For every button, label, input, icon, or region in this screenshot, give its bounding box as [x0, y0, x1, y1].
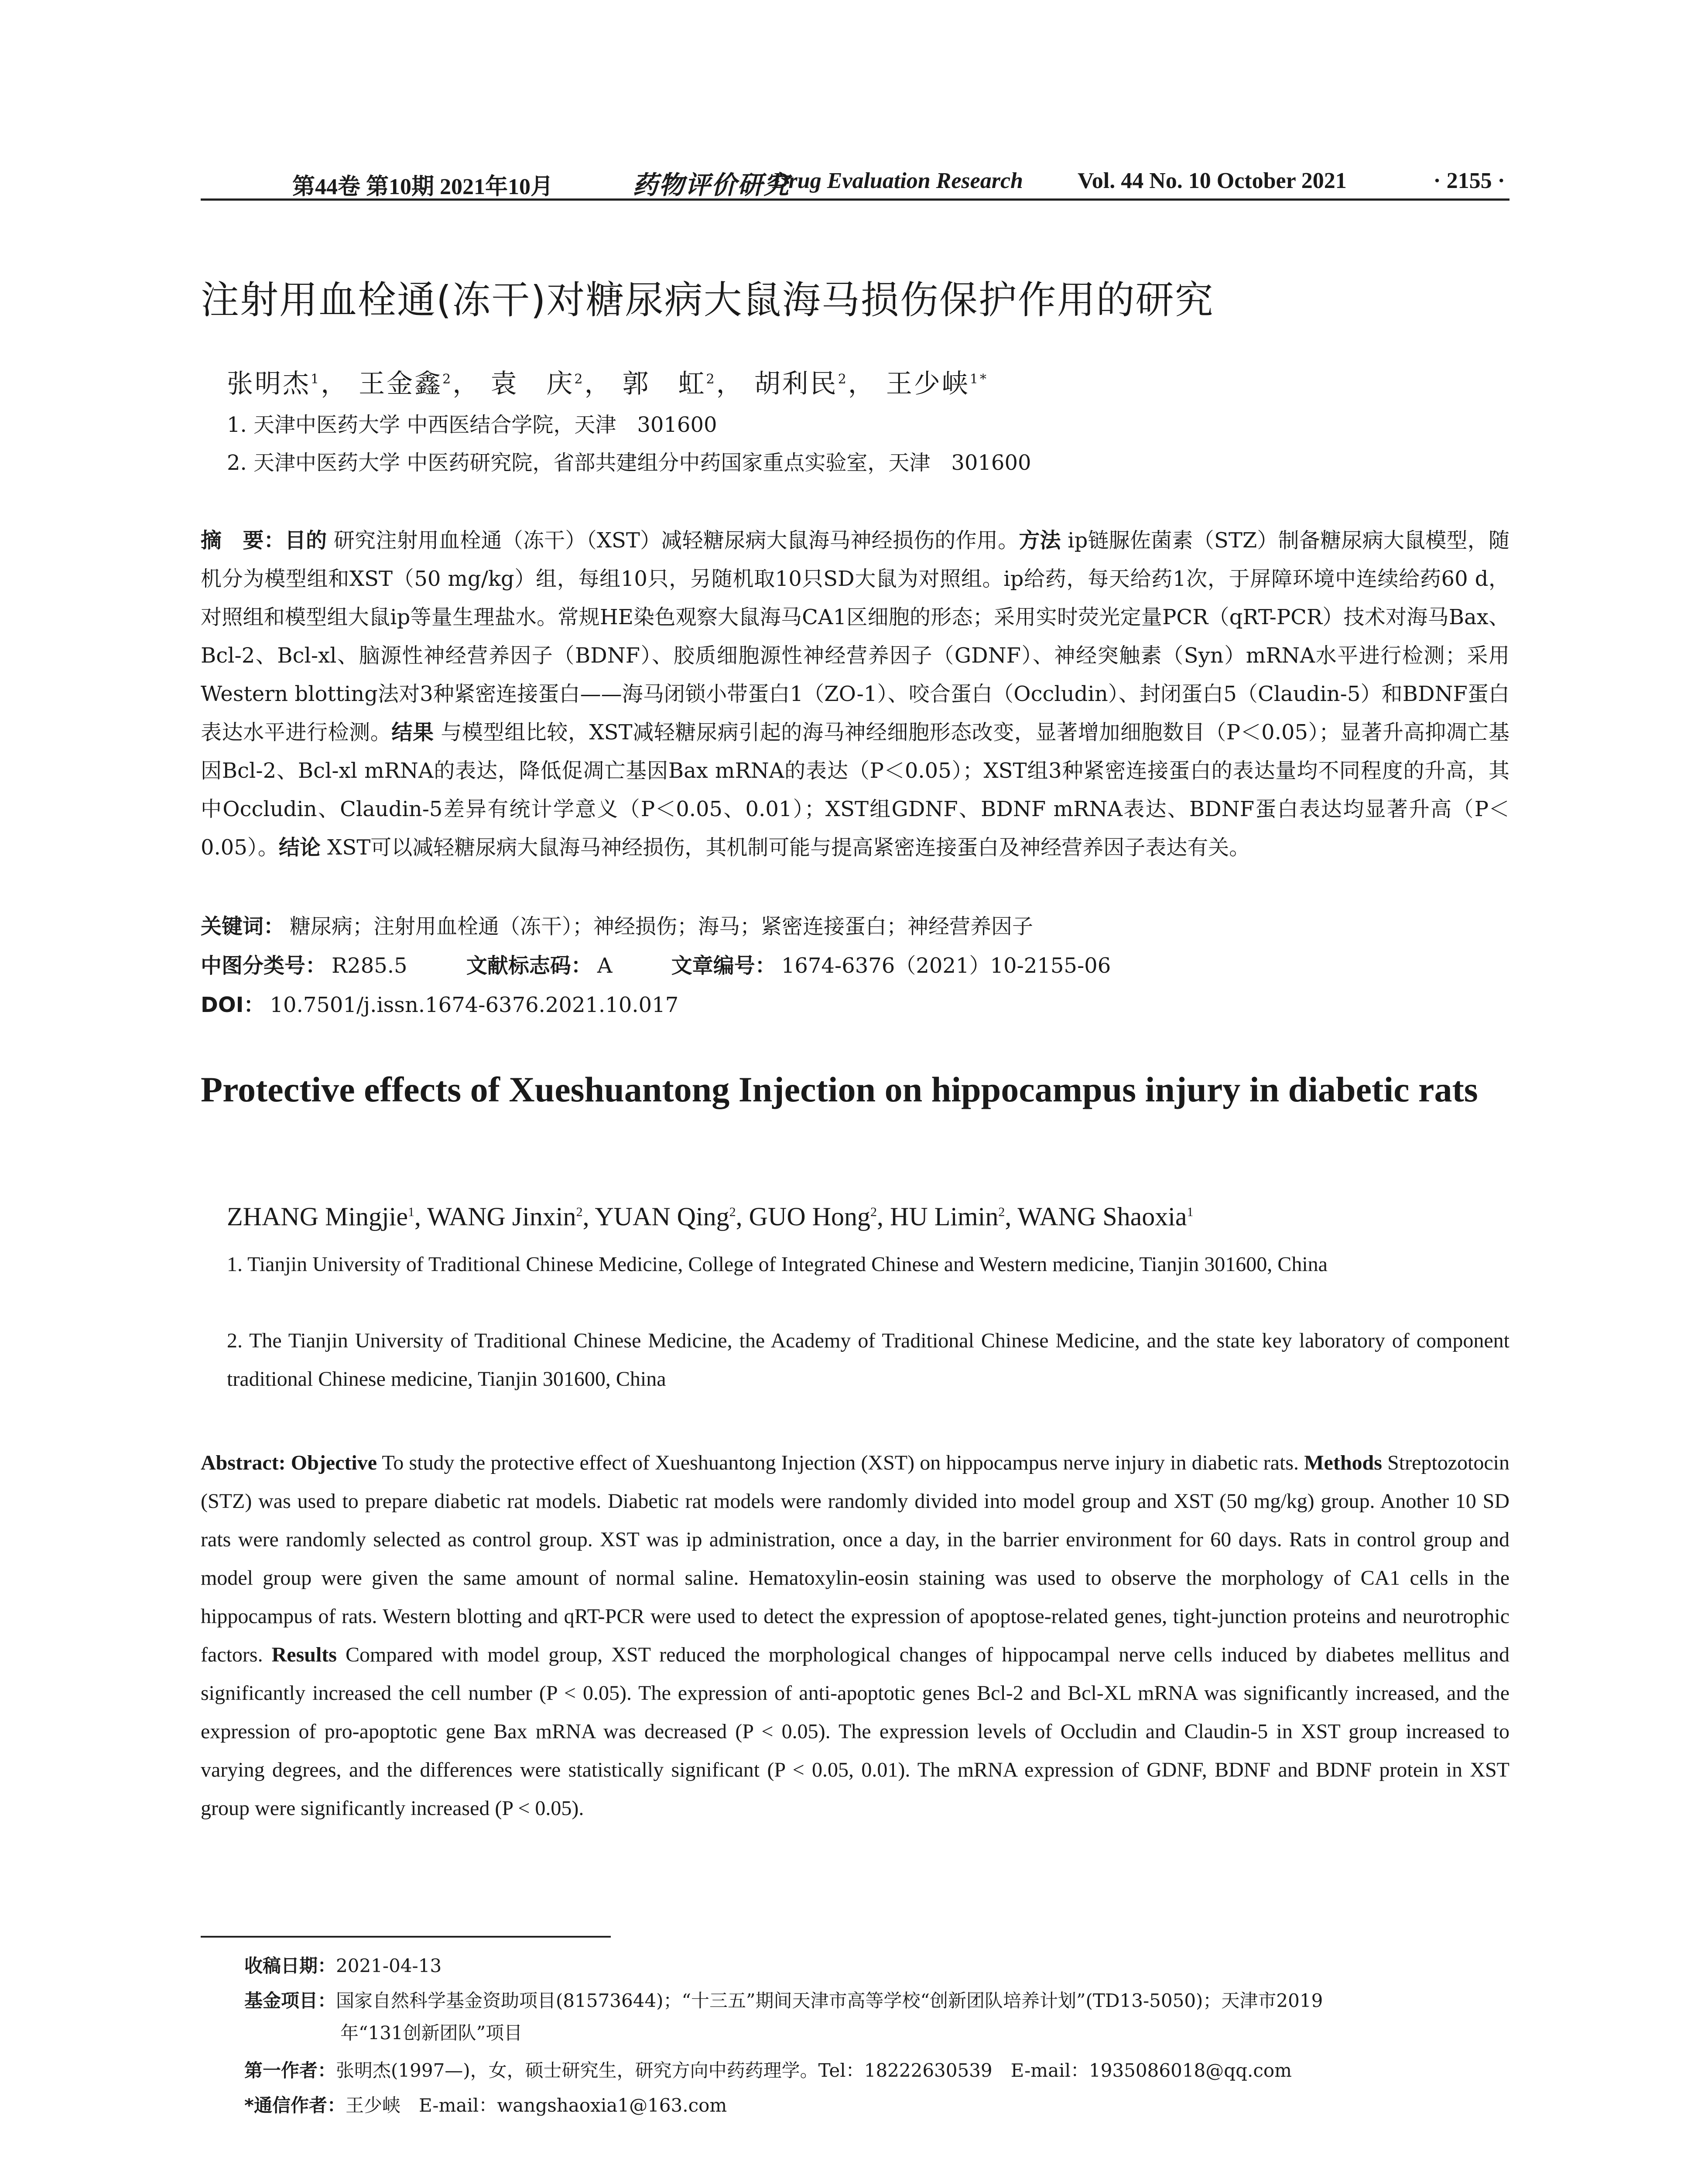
received-label: 收稿日期：: [244, 1955, 336, 1976]
footnote-fund: [244, 1984, 1323, 2018]
en-objective-text: To study the protective effect of Xueshuantong Injection (XST) on hippocampus nerve injury in diabetic rats.: [377, 1451, 1304, 1474]
footnote-corresponding: [244, 2089, 727, 2123]
doi-value: 10.7501/j.issn.1674-6376.2021.10.017: [270, 993, 679, 1017]
cn-conclusion-label: 结论: [278, 835, 321, 860]
cn-abstract: [201, 521, 1509, 867]
author: ZHANG Mingjie: [227, 1202, 408, 1231]
author: 胡利民: [754, 369, 838, 399]
author-affil-mark: 1: [407, 1205, 414, 1219]
cn-conclusion-text: XST可以减轻糖尿病大鼠海马神经损伤，其机制可能与提高紧密连接蛋白及神经营养因子表达有关。: [320, 835, 1250, 860]
clc-label: 中图分类号：: [201, 954, 327, 978]
en-results-label: Results: [271, 1643, 337, 1666]
issue-cn: 第44卷 第10期 2021年10月: [292, 174, 554, 199]
article-no-value: 1674-6376（2021）10-2155-06: [781, 954, 1111, 978]
cn-classification: [201, 949, 1111, 979]
en-affiliation-2: 2. The Tianjin University of Traditional Chinese Medicine, the Academy of Traditional Chinese Medicine, and the state key laboratory of component traditional Chinese medicine, Tianjin 301600, China: [227, 1329, 1509, 1391]
author-affil-mark: 2: [706, 372, 716, 387]
cn-results-label: 结果: [391, 720, 434, 745]
cn-results-text: 与模型组比较，XST减轻糖尿病引起的海马神经细胞形态改变，显著增加细胞数目（P＜0.05）；显著升高抑凋亡基因Bcl-2、Bcl-xl mRNA的表达，降低促凋亡基因Bax mRNA的表达（P＜0.05）；XST组3种紧密连接蛋白的表达量均不同程度的升高，其中Occludin、Claudin-5差异有统计学意义（P＜0.05、0.01）；XST组GDNF、BDNF mRNA表达、BDNF蛋白表达均显著升高（P＜0.05）。: [201, 720, 1509, 860]
journal-logo: 药物评价研究: [633, 170, 790, 200]
fund-label: 基金项目：: [244, 1990, 336, 2011]
cn-authors: 张明杰$^1$， 王金鑫$^2$， 袁 庆$^2$， 郭 虹$^2$， 胡利民$^2$， 王少峡$^{1*}$: [227, 369, 988, 399]
cn-objective-text: 研究注射用血栓通（冻干）（XST）减轻糖尿病大鼠海马神经损伤的作用。: [327, 528, 1019, 553]
author-affil-mark: 1*: [969, 372, 988, 387]
doc-code-value: A: [597, 954, 613, 978]
first-author-label: 第一作者：: [244, 2060, 336, 2081]
author: HU Limin: [890, 1202, 999, 1231]
first-author-text: 张明杰(1997—)，女，硕士研究生，研究方向中药药理学。Tel：18222630539 E-mail：1935086018@qq.com: [336, 2060, 1292, 2081]
footnote-first-author: [244, 2054, 1292, 2088]
footnote-divider: [201, 1936, 611, 1938]
footnote-fund-cont: 年“131创新团队”项目: [340, 2022, 523, 2044]
author-affil-mark: 1: [311, 372, 321, 387]
corresponding-text: 王少峡 E-mail：wangshaoxia1@163.com: [345, 2095, 727, 2116]
doc-code-label: 文献标志码：: [466, 954, 592, 978]
author: YUAN Qing: [595, 1202, 729, 1231]
running-header: [201, 168, 1509, 201]
author-affil-mark: 1: [1187, 1205, 1194, 1219]
author: 袁 庆: [490, 369, 575, 399]
corresponding-label: *通信作者：: [244, 2095, 346, 2116]
en-objective-label: Objective: [291, 1451, 377, 1474]
author-affil-mark: 2: [576, 1205, 583, 1219]
cn-affiliation-2: 2. 天津中医药大学 中医药研究院，省部共建组分中药国家重点实验室，天津 301600: [227, 451, 1031, 475]
en-abstract: [201, 1444, 1509, 1828]
en-authors: ZHANG Mingjie$^1$, WANG Jinxin$^2$, YUAN Qing$^2$, GUO Hong$^2$, HU Limin$^2$, WANG Shaoxia$^1$: [227, 1202, 1194, 1231]
author-affil-mark: 2: [838, 372, 848, 387]
cn-doi: [201, 988, 678, 1018]
author-affil-mark: 2: [870, 1205, 877, 1219]
received-date: 2021-04-13: [336, 1955, 442, 1976]
page-number: · 2155 ·: [1433, 168, 1505, 193]
author: 王金鑫: [359, 369, 443, 399]
cn-keywords: [201, 909, 1033, 940]
author-affil-mark: 2: [442, 372, 453, 387]
cn-abstract-label: 摘 要：: [201, 528, 285, 553]
cn-title: 注射用血栓通(冻干)对糖尿病大鼠海马损伤保护作用的研究: [201, 277, 1214, 322]
author-affil-mark: 2: [729, 1205, 736, 1219]
footnote-received: [244, 1949, 442, 1983]
keywords-label: 关键词：: [201, 914, 285, 939]
cn-objective-label: 目的: [284, 528, 327, 553]
en-title: Protective effects of Xueshuantong Injection on hippocampus injury in diabetic rats: [201, 1070, 1478, 1109]
keywords-text: 糖尿病；注射用血栓通（冻干）；神经损伤；海马；紧密连接蛋白；神经营养因子: [290, 914, 1034, 939]
en-affiliation-1: 1. Tianjin University of Traditional Chinese Medicine, College of Integrated Chinese and Western medicine, Tianjin 301600, China: [227, 1253, 1328, 1276]
author: 张明杰: [227, 369, 311, 399]
author-affil-mark: 2: [574, 372, 585, 387]
author: 郭 虹: [622, 369, 706, 399]
author: 王少峡: [886, 369, 970, 399]
en-abstract-label: Abstract:: [201, 1451, 286, 1474]
author: GUO Hong: [749, 1202, 870, 1231]
cn-methods-label: 方法: [1019, 528, 1061, 553]
en-methods-text: Streptozotocin (STZ) was used to prepare diabetic rat models. Diabetic rat models were randomly divided into model group and XST (50 mg/kg) group. Another 10 SD rats were randomly selected as control group. XST was ip administration, once a day, in the barrier environment for 60 days. Rats in control group and model group were given the same amount of normal saline. Hematoxylin-eosin staining was used to observe the morphology of CA1 cells in the hippocampus of rats. Western blotting and qRT-PCR were used to detect the expression of apoptose-related genes, tight-junction proteins and neurotrophic factors.: [201, 1451, 1510, 1666]
doi-label: DOI：: [201, 993, 265, 1017]
author: WANG Shaoxia: [1017, 1202, 1187, 1231]
en-results-text: Compared with model group, XST reduced the morphological changes of hippocampal nerve cells induced by diabetes mellitus and significantly increased the cell number (P < 0.05). The expression of anti-apoptotic genes Bcl-2 and Bcl-XL mRNA was significantly increased, and the expression of pro-apoptotic gene Bax mRNA was decreased (P < 0.05). The expression levels of Occludin and Claudin-5 in XST group increased to varying degrees, and the differences were statistically significant (P < 0.05, 0.01). The mRNA expression of GDNF, BDNF and BDNF protein in XST group were significantly increased (P < 0.05).: [201, 1643, 1509, 1820]
issue-en: Vol. 44 No. 10 October 2021: [1078, 168, 1347, 193]
cn-affiliation-1: 1. 天津中医药大学 中西医结合学院，天津 301600: [227, 413, 717, 437]
author-affil-mark: 2: [998, 1205, 1005, 1219]
clc-value: R285.5: [332, 954, 407, 978]
journal-name-en: Drug Evaluation Research: [772, 168, 1023, 193]
article-no-label: 文章编号：: [671, 954, 776, 978]
cn-methods-text: ip链脲佐菌素（STZ）制备糖尿病大鼠模型，随机分为模型组和XST（50 mg/kg）组，每组10只，另随机取10只SD大鼠为对照组。ip给药，每天给药1次，于屏障环境中连续给药60 d，对照组和模型组大鼠ip等量生理盐水。常规HE染色观察大鼠海马CA1区细胞的形态；采用实时荧光定量PCR（qRT-PCR）技术对海马Bax、Bcl-2、Bcl-xl、脑源性神经营养因子（BDNF）、胶质细胞源性神经营养因子（GDNF）、神经突触素（Syn）mRNA水平进行检测；采用Western blotting法对3种紧密连接蛋白——海马闭锁小带蛋白1（ZO-1）、咬合蛋白（Occludin）、封闭蛋白5（Claudin-5）和BDNF蛋白表达水平进行检测。: [201, 528, 1509, 745]
en-methods-label: Methods: [1304, 1451, 1382, 1474]
author: WANG Jinxin: [427, 1202, 576, 1231]
fund-text: 国家自然科学基金资助项目(81573644)；“十三五”期间天津市高等学校“创新团队培养计划”(TD13-5050)；天津市2019: [336, 1990, 1323, 2011]
